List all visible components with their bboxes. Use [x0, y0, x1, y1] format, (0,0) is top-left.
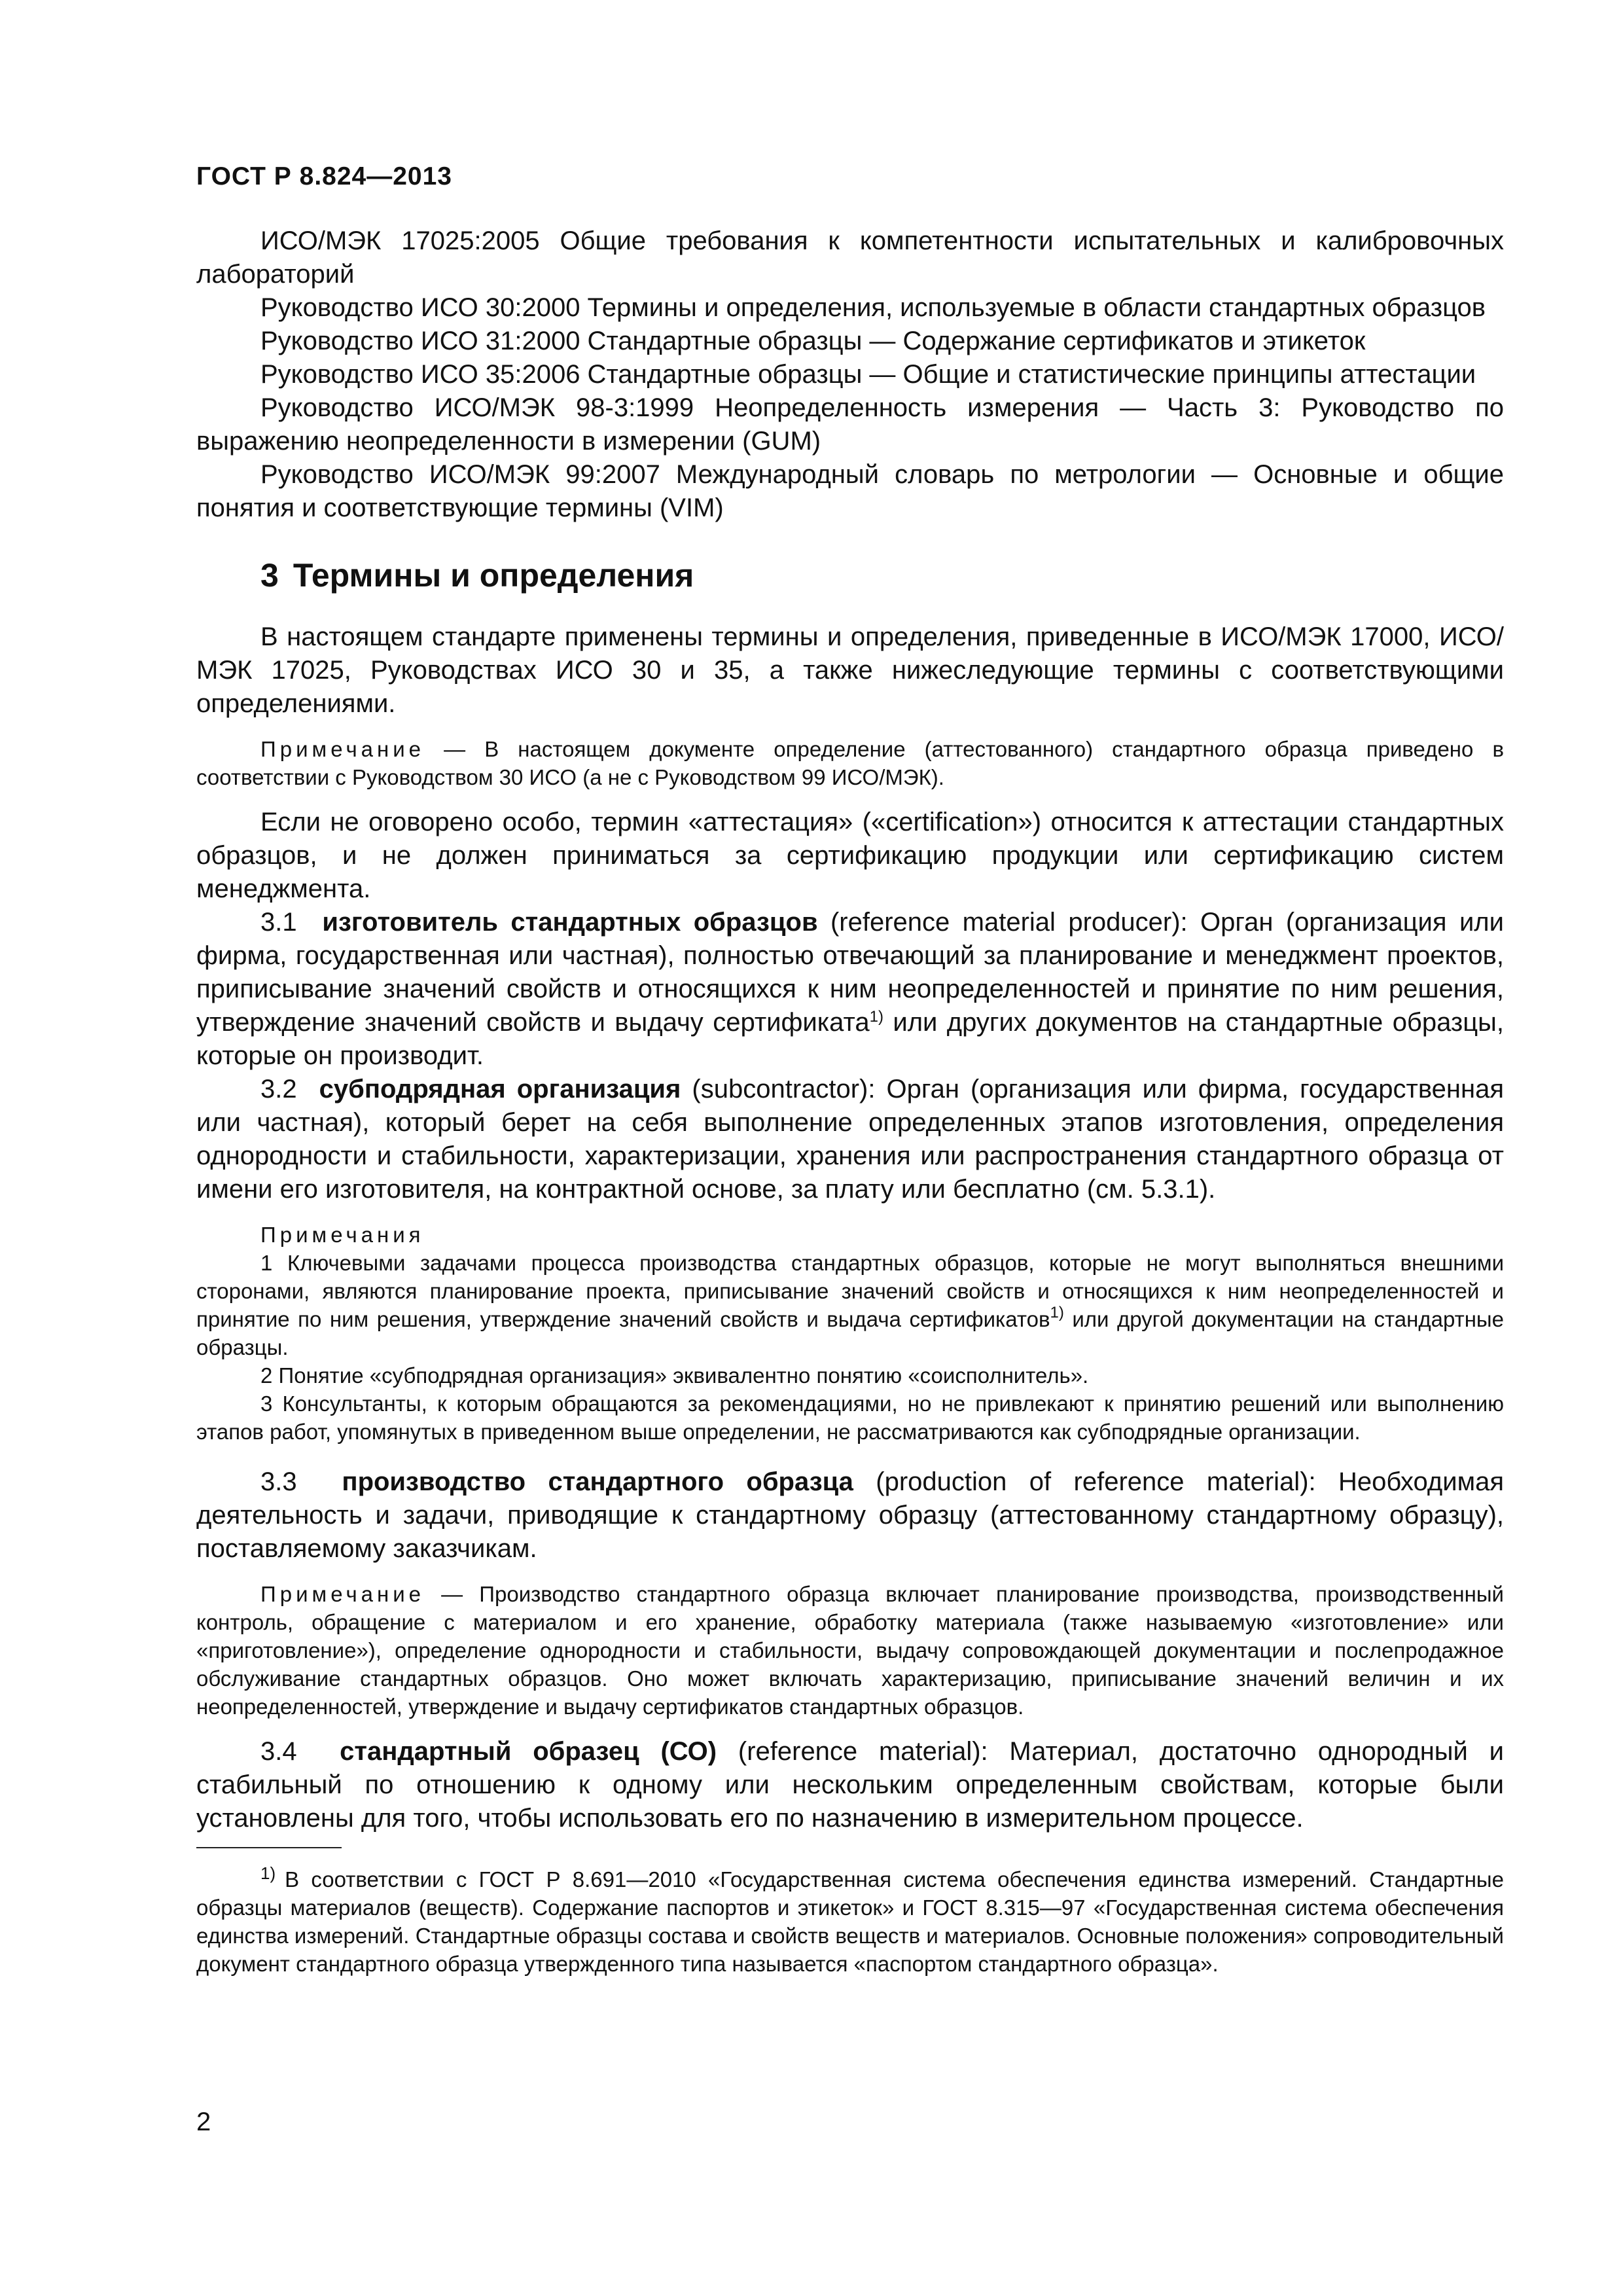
section-number: 3 [260, 557, 279, 594]
section-title: Термины и определения [293, 557, 694, 594]
footnote-mark: 1) [260, 1863, 276, 1883]
footnote-1 [196, 1865, 1504, 1978]
document-page [196, 0, 1504, 2296]
page-content [196, 224, 1504, 1978]
reference-item: Руководство ИСО 31:2000 Стандартные образцы — Содержание сертификатов и этикеток [260, 327, 1366, 355]
term-3-1 [196, 906, 1504, 1073]
term-definition: (production of reference material): Необходимая деятельность и задачи, приводящие к стандартному образцу (аттестованному стандартному образцу), поставляемому заказчикам. [196, 1467, 1504, 1563]
note-text: — В настоящем документе определение (аттестованного) стандартного образца приведено в соответствии с Руководством 30 ИСО (а не с Руководством 99 ИСО/МЭК). [196, 737, 1504, 789]
reference-item: ИСО/МЭК 17025:2005 Общие требования к компетентности испытательных и калибровочных лабораторий [196, 226, 1504, 289]
section-intro: В настоящем стандарте применены термины и определения, приведенные в ИСО/МЭК 17000, ИСО/МЭК 17025, Руководствах ИСО 30 и 35, а также нижеследующие термины с соответствующими определениями. [196, 622, 1504, 718]
reference-item: Руководство ИСО 30:2000 Термины и определения, используемые в области стандартных образцов [260, 293, 1486, 322]
section-heading [260, 552, 1504, 598]
term-number: 3.4 [260, 1737, 297, 1766]
term-definition: (reference material producer): Орган (организация или фирма, государственная или частная), полностью отвечающий за планирование и менеджмент проектов, приписывание значений свойств и относящихся к ним неопределенностей и принятие по ним решения, утверждение значений свойств и выдачу сертификата [196, 908, 1504, 1037]
note-text: — Производство стандартного образца включает планирование производства, производственный контроль, обращение с материалом и его хранение, обработку материала (также называемую «изготовление» или «приготовление»), определение однородности и стабильности, выдачу сопровождающей документации и послепродажное обслуживание стандартных образцов. Оно может включать характеризацию, приписывание значений величин и их неопределенностей, утверждение и выдачу сертификатов стандартных образцов. [196, 1582, 1504, 1719]
notes-label: Примечания [260, 1223, 425, 1247]
footnote-reference[interactable]: 1) [869, 1008, 883, 1026]
term-name: стандартный образец (СО) [340, 1737, 717, 1766]
term-name: субподрядная организация [319, 1075, 681, 1103]
note-2: 2 Понятие «субподрядная организация» эквивалентно понятию «соисполнитель». [260, 1363, 1089, 1388]
note-1 [196, 1249, 1504, 1361]
note-label: Примечание [260, 737, 425, 761]
note-3: 3 Консультанты, к которым обращаются за рекомендациями, но не привлекают к принятию решений или выполнению этапов работ, упомянутых в приведенном выше определении, не рассматриваются как субподрядные организации. [196, 1391, 1504, 1444]
term-number: 3.3 [260, 1467, 297, 1496]
term-name: изготовитель стандартных образцов [322, 908, 818, 937]
certification-paragraph: Если не оговорено особо, термин «аттестация» («certification») относится к аттестации стандартных образцов, и не должен приниматься за сертификацию продукции или сертификацию систем менеджмента. [196, 808, 1504, 903]
term-3-2 [196, 1073, 1504, 1206]
term-3-4 [196, 1735, 1504, 1835]
footnote-text: В соответствии с ГОСТ Р 8.691—2010 «Государственная система обеспечения единства измерений. Стандартные образцы материалов (веществ). Содержание паспортов и этикеток» и ГОСТ 8.315—97 «Государственная система обеспечения единства измерений. Стандартные образцы состава и свойств веществ и материалов. Основные положения» сопроводительный документ стандартного образца утвержденного типа называется «паспортом стандартного образца». [196, 1867, 1504, 1976]
notes-3-2 [196, 1221, 1504, 1446]
document-header: ГОСТ Р 8.824—2013 [196, 162, 452, 190]
normative-references-list [196, 224, 1504, 525]
term-number: 3.2 [260, 1075, 297, 1103]
note-text-continued: или другой документации на стандартные образцы. [196, 1307, 1505, 1359]
term-definition-continued: или других документов на стандартные образцы, которые он производит. [196, 1008, 1504, 1070]
footnote-reference[interactable]: 1) [1050, 1304, 1064, 1321]
footnotes [196, 1865, 1504, 1978]
page-number: 2 [196, 2108, 211, 2136]
reference-item: Руководство ИСО 35:2006 Стандартные образцы — Общие и статистические принципы аттестации [260, 360, 1476, 389]
reference-item: Руководство ИСО/МЭК 98-3:1999 Неопределенность измерения — Часть 3: Руководство по выражению неопределенности в измерении (GUM) [196, 393, 1504, 456]
note-production [196, 1580, 1504, 1721]
term-definition: (subcontractor): Орган (организация или фирма, государственная или частная), который берет на себя выполнение определенных этапов изготовления, определения однородности и стабильности, характеризации, хранения или распространения стандартного образца от имени его изготовителя, на контрактной основе, за плату или бесплатно (см. 5.3.1). [196, 1075, 1505, 1204]
note-label: Примечание [260, 1582, 425, 1606]
note-text: 1 Ключевыми задачами процесса производства стандартных образцов, которые не могут выполняться внешними сторонами, являются планирование проекта, приписывание значений свойств и относящихся к ним неопределенностей и принятие по ним решения, утверждение значений свойств и выдача сертификатов [196, 1251, 1504, 1331]
term-definition: (reference material): Материал, достаточно однородный и стабильный по отношению к одному или нескольким определенным свойствам, которые были установлены для того, чтобы использовать его по назначению в измерительном процессе. [196, 1737, 1504, 1833]
footnote-separator [196, 1847, 342, 1848]
note-definition-source [196, 735, 1504, 791]
term-number: 3.1 [260, 908, 297, 937]
term-3-3 [196, 1465, 1504, 1566]
reference-item: Руководство ИСО/МЭК 99:2007 Международный словарь по метрологии — Основные и общие понятия и соответствующие термины (VIM) [196, 460, 1504, 522]
term-name: производство стандартного образца [342, 1467, 853, 1496]
